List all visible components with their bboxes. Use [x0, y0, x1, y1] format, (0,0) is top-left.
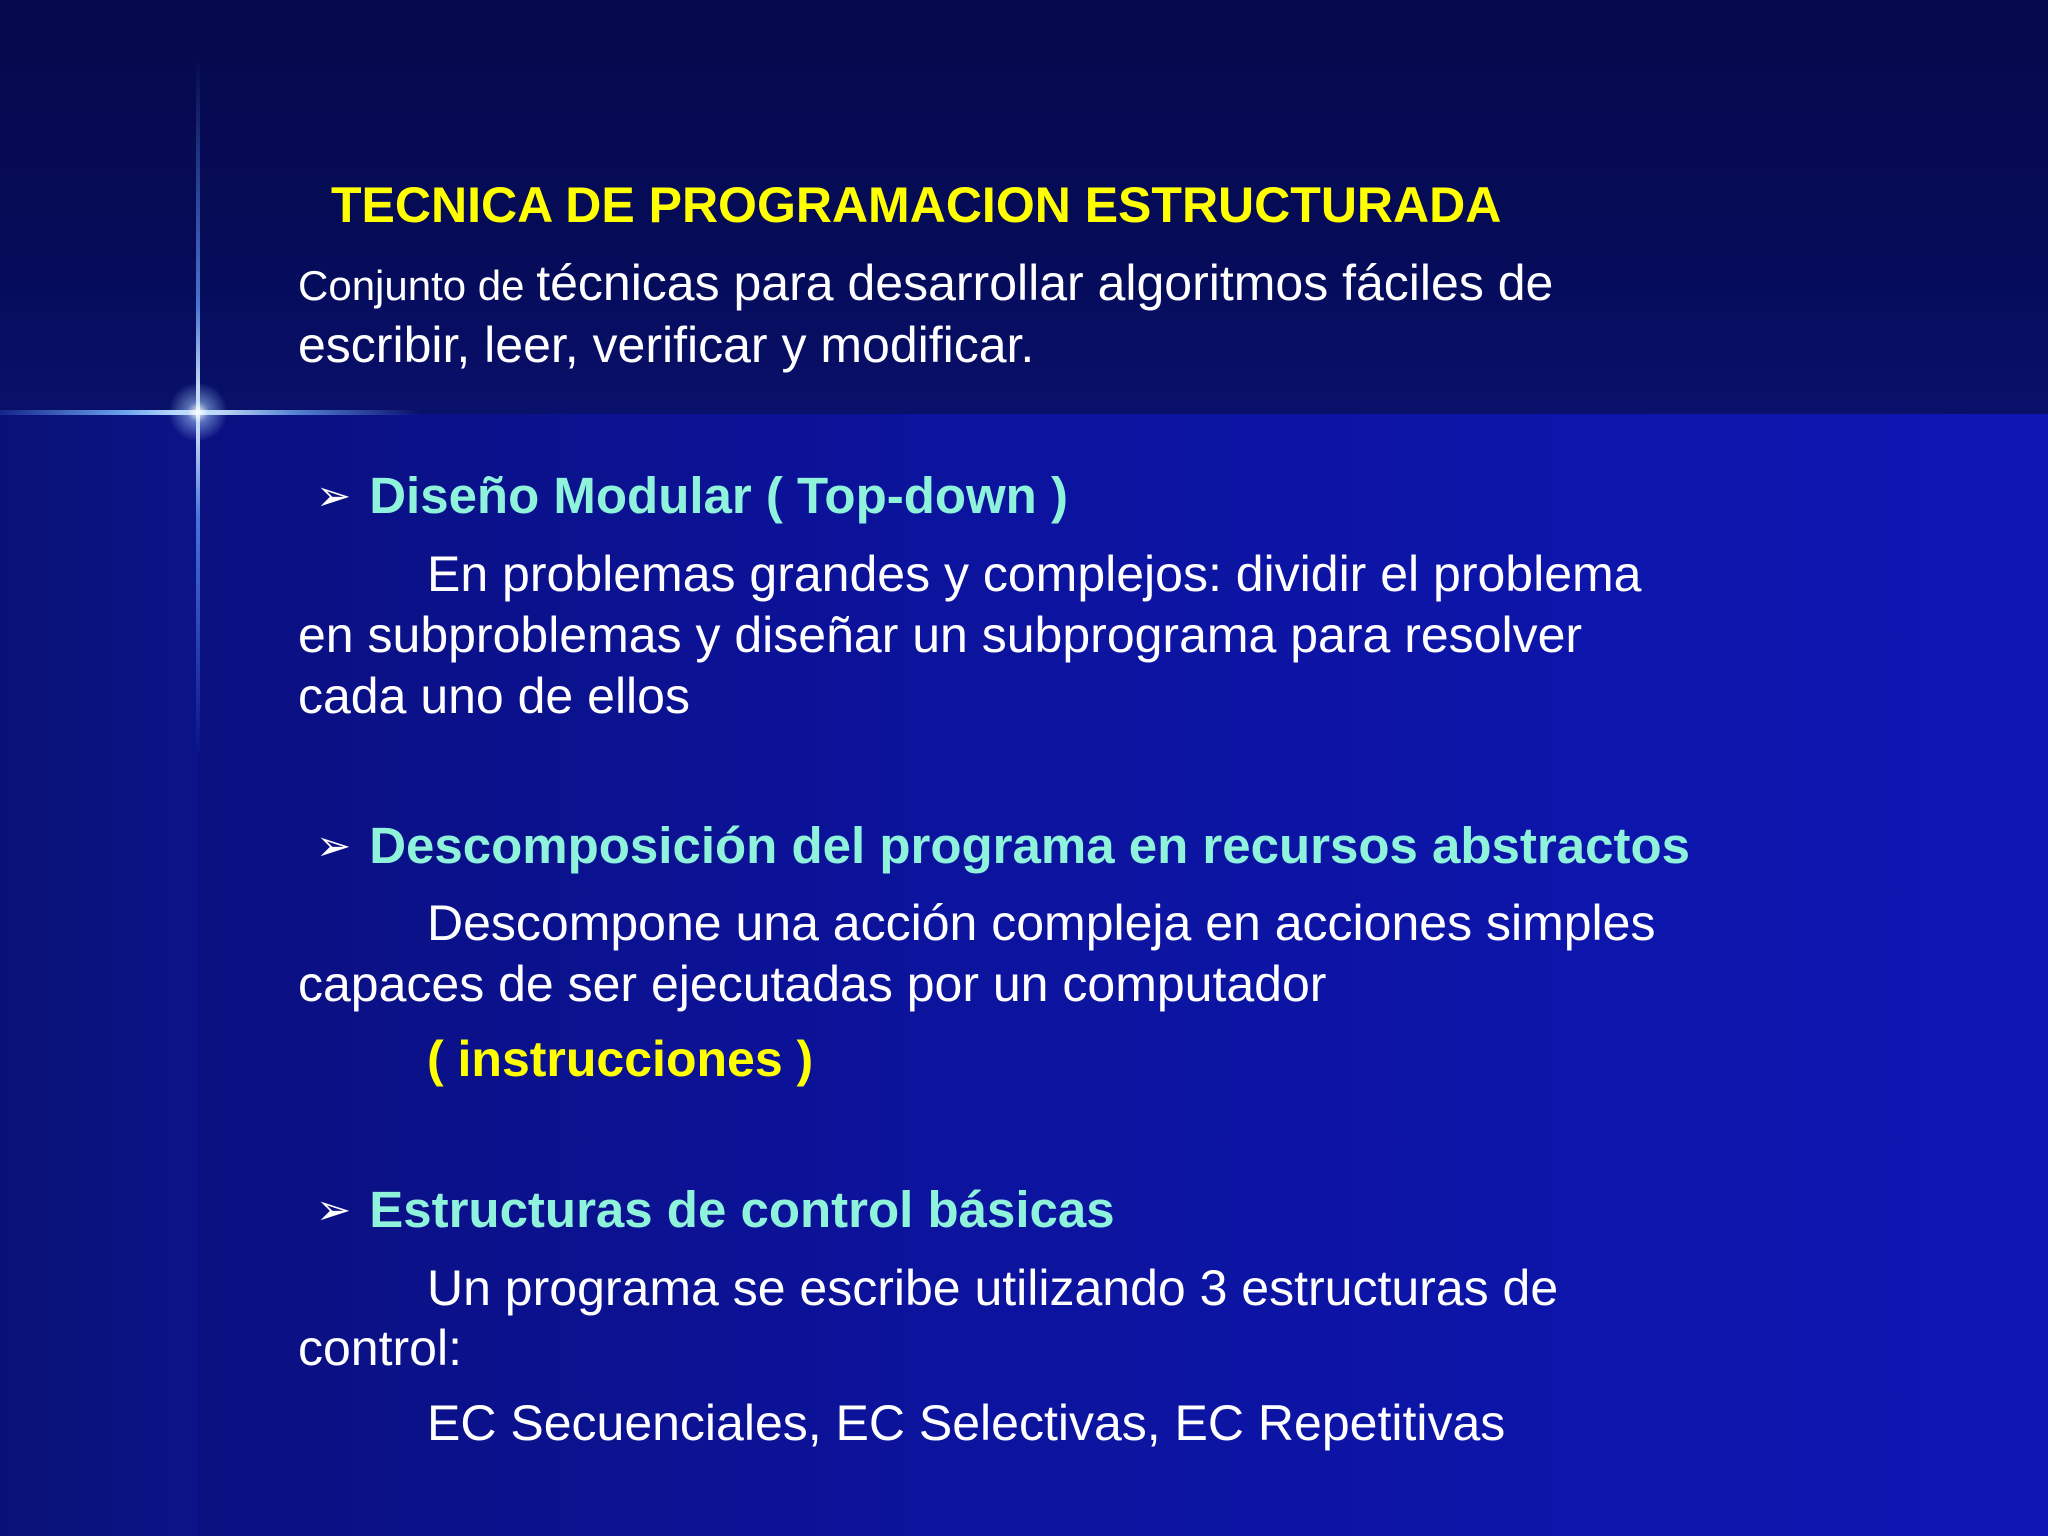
section-1-line-3: cada uno de ellos: [298, 668, 690, 724]
section-2-line-2: capaces de ser ejecutadas por un computador: [298, 956, 1327, 1012]
intro-rest: técnicas para desarrollar algoritmos fáciles de: [536, 255, 1554, 311]
section-1-line-2: en subproblemas y diseñar un subprograma para resolver: [298, 607, 1583, 663]
slide-title: TECNICA DE PROGRAMACION ESTRUCTURADA: [331, 177, 1502, 233]
section-3-line-3: EC Secuenciales, EC Selectivas, EC Repetitivas: [427, 1395, 1506, 1451]
bullet-arrow-icon: ➢: [316, 822, 352, 869]
section-heading-text: Estructuras de control básicas: [369, 1181, 1115, 1238]
section-2-line-1: Descompone una acción compleja en acciones simples: [427, 895, 1656, 951]
section-3-line-1: Un programa se escribe utilizando 3 estructuras de: [427, 1260, 1559, 1316]
section-heading-text: Descomposición del programa en recursos abstractos: [369, 817, 1690, 874]
bullet-arrow-icon: ➢: [316, 1186, 352, 1233]
section-heading-descomposicion: [316, 816, 1690, 875]
bullet-arrow-icon: ➢: [316, 472, 352, 519]
section-3-line-2: control:: [298, 1320, 462, 1376]
intro-line-1: [298, 252, 1553, 317]
intro-prefix: Conjunto de: [298, 262, 537, 309]
section-2-highlight: ( instrucciones ): [427, 1031, 814, 1087]
left-band: [0, 414, 197, 1536]
section-heading-estructuras-control: [316, 1180, 1115, 1239]
section-heading-diseno-modular: [316, 466, 1068, 525]
section-1-line-1: En problemas grandes y complejos: dividir el problema: [427, 546, 1642, 602]
section-heading-text: Diseño Modular ( Top-down ): [369, 467, 1068, 524]
sparkle-star-icon: [168, 382, 228, 442]
intro-line-2: escribir, leer, verificar y modificar.: [298, 317, 1035, 373]
